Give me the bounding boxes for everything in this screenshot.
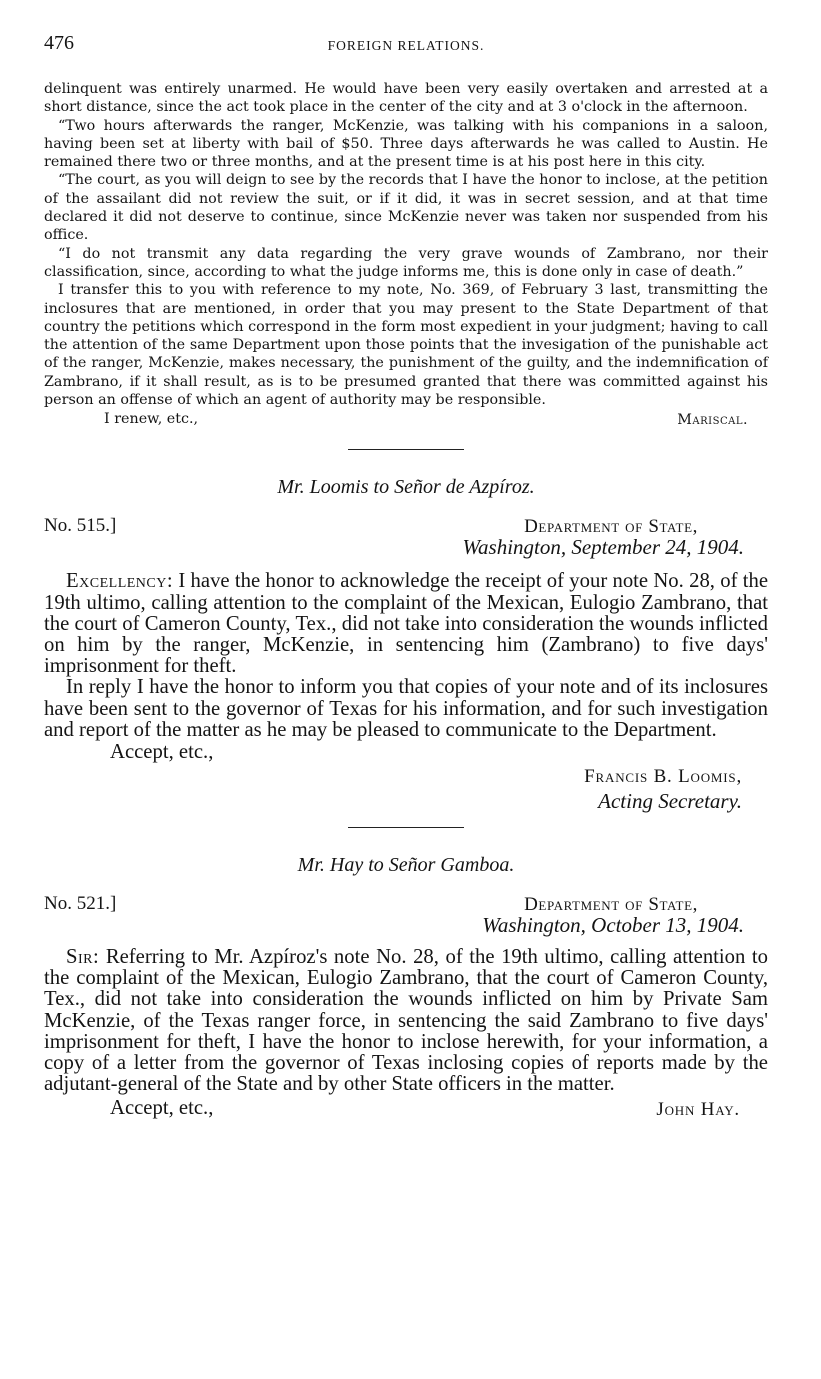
letter-hay	[44, 854, 768, 1123]
letter-body	[44, 947, 768, 1095]
place-date: Washington, October 13, 1904.	[482, 912, 744, 937]
page-header	[44, 30, 768, 64]
paragraph-text: Referring to Mr. Azpíroz's note No. 28, of the 19th ultimo, calling attention to the complaint of the Mexican, Eulogio Zambrano, that the court of Cameron County, Tex., did not take into consideration the wounds inflicted on him by Private Sam McKenzie, of the Texas ranger force, in sentencing the said Zambrano to five days' imprisonment for theft, I have the honor to inclose herewith, for your information, a copy of a letter from the governor of Texas inclosing copies of reports made by the adjutant-general of the State and by other State officers in the matter.	[44, 945, 768, 1096]
section-divider	[348, 449, 464, 450]
document-page	[44, 30, 768, 1123]
running-head: FOREIGN RELATIONS.	[327, 38, 485, 53]
department: Department of State,	[524, 516, 698, 538]
dateline	[44, 515, 768, 563]
paragraph	[44, 571, 768, 677]
page-number: 476	[44, 32, 74, 54]
signer-name: Francis B. Loomis,	[584, 765, 742, 787]
paragraph-text: I have the honor to acknowledge the receipt of your note No. 28, of the 19th ultimo, calling attention to the complaint of the Mexican, Eulogio Zambrano, that the court of Cameron County, Tex., did not take into consideration the wounds inflicted on him by the ranger, McKenzie, in sentencing him (Zambrano) to five days' imprisonment for theft.	[44, 570, 768, 678]
closing: I renew, etc.,	[104, 411, 199, 428]
paragraph	[44, 947, 768, 1095]
place-date: Washington, September 24, 1904.	[462, 535, 744, 560]
document-title: Mr. Hay to Señor Gamboa.	[297, 853, 515, 876]
paragraph: “The court, as you will deign to see by the records that I have the honor to inclose, at the petition of the assailant did not review the suit, or if it did, it was in secret session, and at that time declared it did not deserve to continue, since McKenzie never was taken nor suspended from his office.	[44, 172, 768, 244]
section-divider	[348, 827, 464, 828]
document-number: No. 515.]	[44, 515, 117, 537]
department: Department of State,	[524, 893, 698, 915]
document-number: No. 521.]	[44, 892, 117, 914]
salutation: Sir:	[66, 945, 100, 968]
paragraph: I transfer this to you with reference to my note, No. 369, of February 3 last, transmitting the inclosures that are mentioned, in order that you may present to the State Department of that country the petitions which correspond in the form most expedient in your judgment; having to call the attention of the same Department upon those points that the invesigation of the punishable act of the ranger, McKenzie, makes necessary, the punishment of the guilty, and the indemnification of Zambrano, if it shall result, as is to be presumed granted that there was committed against his person an offense of which an agent of authority may be responsible.	[44, 282, 768, 409]
document-title: Mr. Loomis to Señor de Azpíroz.	[277, 476, 535, 499]
signature: John Hay.	[656, 1099, 740, 1121]
closing: Accept, etc.,	[110, 740, 214, 763]
letter-loomis	[44, 476, 768, 813]
letter-body	[44, 571, 768, 741]
signature: Mariscal.	[677, 412, 748, 429]
paragraph: delinquent was entirely unarmed. He would have been very easily overtaken and arrested at a short distance, since the act took place in the center of the city and at 3 o'clock in the afternoon.	[44, 81, 768, 116]
paragraph: In reply I have the honor to inform you that copies of your note and of its inclosures have been sent to the governor of Texas for his information, and for such investigation and report of the matter as he may be pleased to communicate to the Department.	[44, 676, 768, 741]
signer-title: Acting Secretary.	[598, 788, 742, 813]
paragraph: “I do not transmit any data regarding the very grave wounds of Zambrano, nor their classification, since, according to what the judge informs me, this is done only in case of death.”	[44, 245, 768, 280]
closing-row	[44, 409, 768, 429]
salutation: Excellency:	[66, 570, 174, 593]
paragraph: “Two hours afterwards the ranger, McKenzie, was talking with his companions in a saloon, having been set at liberty with bail of $50. Three days afterwards he was called to Austin. He remained there two or three months, and at the present time is at his post here in this city.	[44, 117, 768, 171]
signer	[44, 765, 768, 813]
dateline	[44, 893, 768, 941]
closing: Accept, etc.,	[110, 1097, 214, 1120]
closing-row	[44, 1095, 768, 1123]
letter-mariscal	[44, 80, 768, 429]
